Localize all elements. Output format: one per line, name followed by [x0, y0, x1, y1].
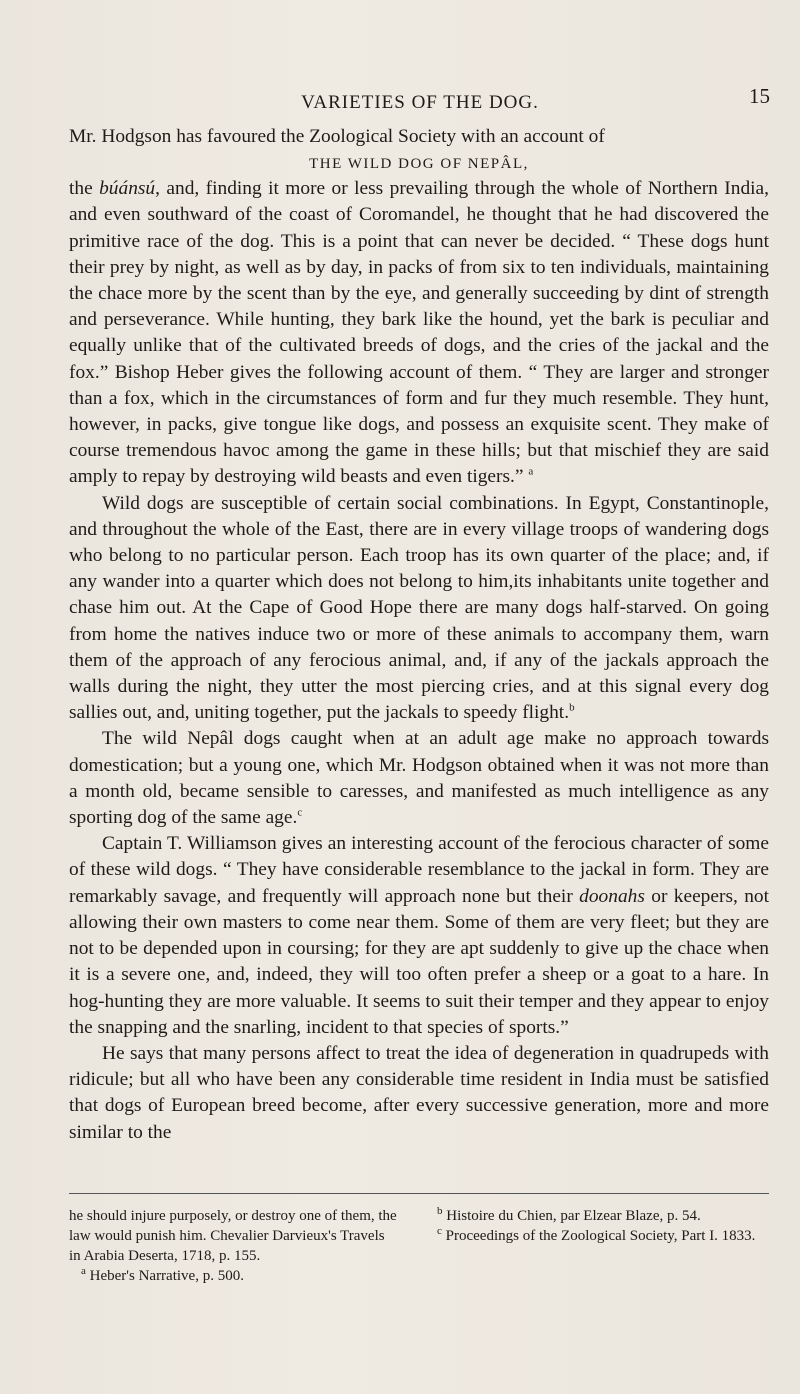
running-head: VARIETIES OF THE DOG. — [301, 92, 539, 113]
footnote-b-mark: b — [437, 1205, 443, 1217]
p1-text-a: the — [69, 178, 100, 200]
footnote-c — [425, 1226, 769, 1246]
footnote-c-text: Proceedings of the Zoological Society, Part I. 1833. — [441, 1228, 756, 1244]
footnote-b — [425, 1206, 769, 1226]
intro-text: Mr. Hodgson has favoured the Zoological Society with an account of — [69, 126, 605, 147]
footnote-divider — [69, 1193, 769, 1194]
paragraph-3 — [69, 726, 769, 831]
footnotes-left-column — [69, 1206, 399, 1286]
footnote-continuation: he should injure purposely, or destroy one of them, the law would punish him. Chevalier Darvieux's Travels in Arabia Deserta, 1718, p. 155. — [69, 1208, 397, 1264]
p4-text-c: or keepers, not allowing their own masters to come near them. Some of them are very fleet; but they are not to be depended upon in coursing; for they are apt suddenly to give up the chace when it is a severe one, and, indeed, they will too often prefer a sheep or a goat to a hare. In hog-hunting they are more valuable. It seems to suit their temper and they appear to enjoy the snapping and the snarling, incident to that species of sports.” — [69, 885, 769, 1038]
footnote-ref-c: c — [297, 806, 303, 819]
page-header — [70, 84, 770, 118]
intro-line — [69, 124, 769, 150]
p4-italic-term: doonahs — [579, 885, 645, 907]
body-text — [69, 124, 769, 1146]
paragraph-4 — [69, 831, 769, 1041]
p1-text-c: , and, finding it more or less prevailing through the whole of Northern India, and even southward of the coast of Coromandel, he thought that he had discovered the primitive race of the dog. This is a point that can never be decided. “ These dogs hunt their prey by night, as well as by day, in packs of from six to ten individuals, maintaining the chace more by the scent than by the eye, and generally succeeding by dint of strength and perseverance. While hunting, they bark like the hound, yet the bark is peculiar and equally unlike that of the cultivated breeds of dogs, and the cries of the jackal and the fox.” Bishop Heber gives the following account of them. “ They are larger and stronger than a fox, which in the circumstances of form and fur they much resemble. They hunt, however, in packs, give tongue like dogs, and possess an exquisite scent. They make of course tremendous havoc among the game in these hills; but that mischief they are said amply to repay by destroying wild beasts and even tigers.” — [69, 178, 769, 488]
footnote-ref-b: b — [569, 701, 575, 714]
p3-text: The wild Nepâl dogs caught when at an adult age make no approach towards domestication; but a young one, which Mr. Hodgson obtained when it was not more than a month old, became sensible to caresses, and manifested as much intelligence as any sporting dog of the same age. — [69, 728, 769, 829]
p2-text: Wild dogs are susceptible of certain social combinations. In Egypt, Constantinople, and throughout the whole of the East, there are in every village troops of wandering dogs who belong to no particular person. Each troop has its own quarter of the place; and, if any wander into a quarter which does not belong to him,its inhabitants unite together and chase him out. At the Cape of Good Hope there are many dogs half-starved. On going from home the natives induce two or more of these animals to accompany them, warn them of the approach of any ferocious animal, and, if any of the jackals approach the walls during the night, they utter the most piercing cries, and at this signal every dog sallies out, and, uniting together, put the jackals to speedy flight. — [69, 492, 769, 724]
footnote-a-mark: a — [81, 1265, 86, 1277]
paragraph-1 — [69, 176, 769, 490]
footnote-ref-a: a — [528, 465, 534, 478]
section-subhead: THE WILD DOG OF NEPÂL, — [309, 156, 529, 173]
paragraph-2 — [69, 491, 769, 727]
footnote-b-text: Histoire du Chien, par Elzear Blaze, p. 54. — [442, 1208, 701, 1224]
footnote-c-mark: c — [437, 1225, 442, 1237]
page-number: 15 — [749, 84, 770, 108]
p4-text-a: Captain T. Williamson gives an interesting account of the ferocious character of some of these wild dogs. “ They have considerable resemblance to the jackal in form. They are remarkably savage, and frequently will approach none but their — [69, 833, 769, 907]
footnote-a-text: Heber's Narrative, p. 500. — [85, 1268, 244, 1284]
paragraph-5 — [69, 1041, 769, 1146]
footnote-a — [69, 1266, 399, 1286]
footnotes-right-column — [425, 1206, 769, 1246]
p5-text: He says that many persons affect to treat the idea of degeneration in quadrupeds with ridicule; but all who have been any considerable time resident in India must be satisfied that dogs of European breed become, after every successive generation, more and more similar to the — [69, 1042, 769, 1143]
p1-italic-term: búánsú — [99, 178, 156, 200]
